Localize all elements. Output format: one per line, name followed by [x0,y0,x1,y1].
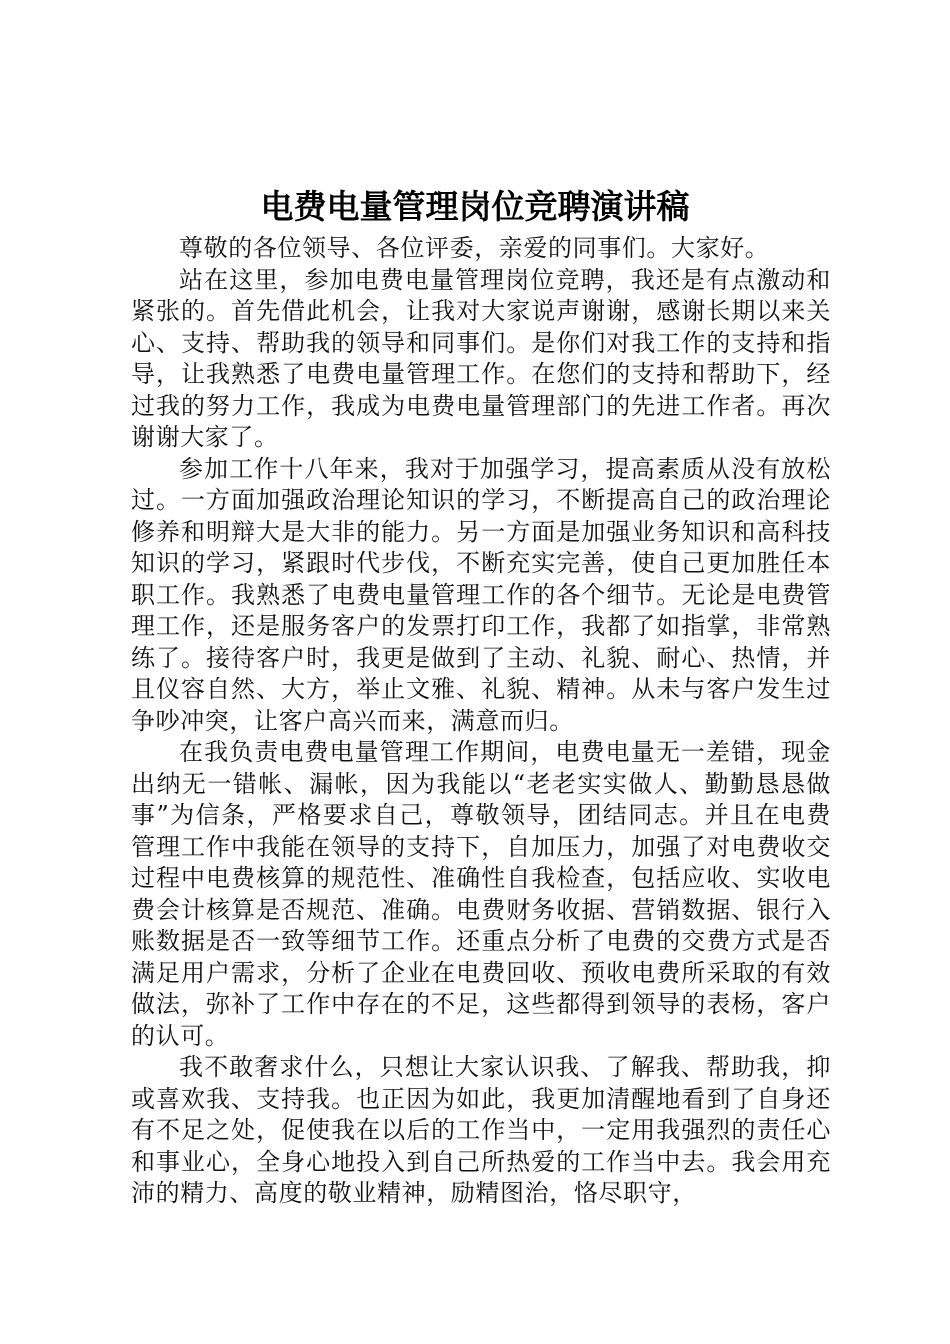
paragraph-work-record: 在我负责电费电量管理工作期间，电费电量无一差错，现金出纳无一错帐、漏帐，因为我能以“老老实实做人、勤勤恳恳做事”为信条，严格要求自己，尊敬领导，团结同志。并且在电费管理工作中我能在领导的支持下，自加压力，加强了对电费收交过程中电费核算的规范性、准确性自我检查，包括应收、实收电费会计核算是否规范、准确。电费财务收据、营销数据、银行入账数据是否一致等细节工作。还重点分析了电费的交费方式是否满足用户需求，分析了企业在电费回收、预收电费所采取的有效做法，弥补了工作中存在的不足，这些都得到领导的表杨，客户的认可。 [131,738,831,1050]
paragraph-commitment: 我不敢奢求什么，只想让大家认识我、了解我、帮助我，抑或喜欢我、支持我。也正因为如此，我更加清醒地看到了自身还有不足之处，促使我在以后的工作当中，一定用我强烈的责任心和事业心，全身心地投入到自己所热爱的工作当中去。我会用充沛的精力、高度的敬业精神，励精图治，恪尽职守， [131,1053,831,1207]
document-title: 电费电量管理岗位竞聘演讲稿 [260,187,690,226]
paragraph-greeting: 尊敬的各位领导、各位评委，亲爱的同事们。大家好。 [179,234,770,262]
paragraph-learning: 参加工作十八年来，我对于加强学习，提高素质从没有放松过。一方面加强政治理论知识的学习，不断提高自己的政治理论修养和明辩大是大非的能力。另一方面是加强业务知识和高科技知识的学习，紧跟时代步伐，不断充实完善，使自己更加胜任本职工作。我熟悉了电费电量管理工作的各个细节。无论是电费管理工作，还是服务客户的发票打印工作，我都了如指掌，非常熟练了。接待客户时，我更是做到了主动、礼貌、耐心、热情，并且仪容自然、大方，举止文雅、礼貌、精神。从未与客户发生过争吵冲突，让客户高兴而来，满意而归。 [131,454,831,735]
document-body [131,233,831,1210]
paragraph-introduction: 站在这里，参加电费电量管理岗位竞聘，我还是有点激动和紧张的。首先借此机会，让我对大家说声谢谢，感谢长期以来关心、支持、帮助我的领导和同事们。是你们对我工作的支持和指导，让我熟悉了电费电量管理工作。在您们的支持和帮助下，经过我的努力工作，我成为电费电量管理部门的先进工作者。再次谢谢大家了。 [131,265,831,451]
